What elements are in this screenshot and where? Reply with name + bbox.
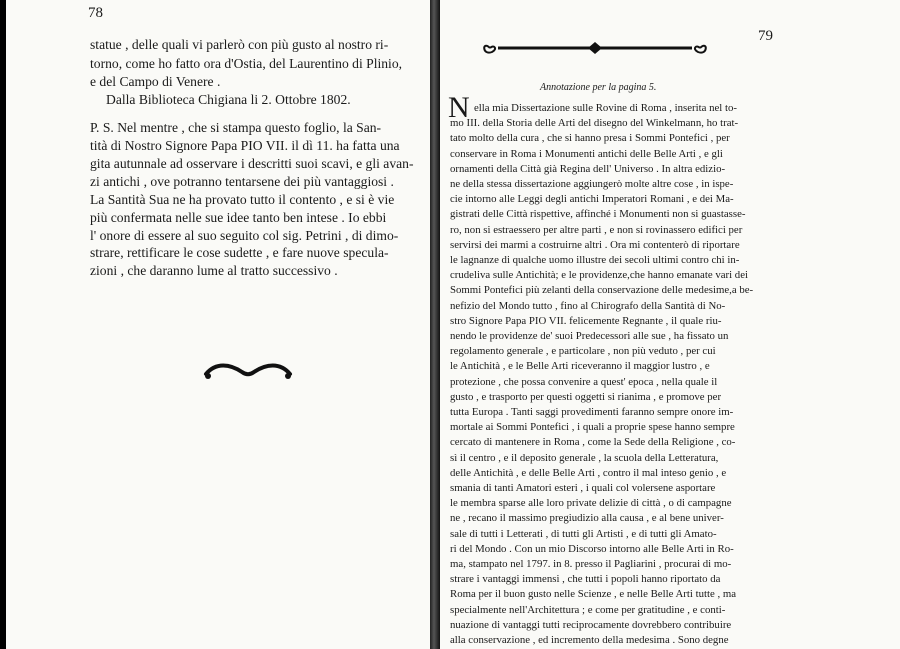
header-ornament-icon: [480, 38, 710, 58]
text-line: gita autunnale ad osservare i descritti suoi scavi, e gli avan-: [90, 156, 414, 171]
text-line: gusto , e trasporto per questi oggetti si rianima , e promove per: [450, 390, 722, 403]
text-line: conservare in Roma i Monumenti antichi delle Belle Arti , e gli: [450, 147, 723, 160]
dropcap-letter: N: [448, 91, 470, 124]
text-line: nendo le providenze de' suoi Predecessori alle sue , ha fissato un: [450, 330, 729, 342]
text-line: Dalla Biblioteca Chigiana li 2. Ottobre 1802.: [106, 92, 351, 107]
text-line: tato molto della cura , che si hanno presa i Sommi Pontefici , per: [450, 132, 730, 145]
text-line: statue , delle quali vi parlerò con più gusto al nostro ri-: [90, 37, 389, 52]
text-line: strare i vantaggi immensi , che tutti i popoli hanno riportato da: [450, 573, 721, 586]
text-line: gistrati delle Città rispettive, affinché i Monumenti non si guastasse-: [450, 208, 746, 221]
text-line: cercato di mantenere in Roma , come la Sede della Religione , co-: [450, 436, 736, 449]
text-line: tutta Europa . Tanti saggi provedimenti faranno sempre onore im-: [450, 406, 734, 418]
text-line: sale di tutti i Letterati , di tutti gli Artisti , e di tutti gli Amato-: [450, 527, 717, 540]
text-line: protezione , che possa convenire a quest' epoca , nella quale il: [450, 375, 718, 388]
text-line: stro Signore Papa PIO VII. felicemente Regnante , il quale riu-: [450, 314, 722, 327]
text-line: le membra sparse alle loro private delizie di città , o di campagne: [450, 497, 732, 510]
text-line: ro, non si estraessero per altre parti , e non si rovinassero edifici per: [450, 223, 743, 236]
text-line: e del Campo di Venere .: [90, 74, 221, 89]
text-line: ne della stessa dissertazione aggiungerò molte altre cose , in ispe-: [450, 178, 734, 190]
text-line: ornamenti della Città già Regina dell' Universo . In altra edizio-: [450, 162, 726, 175]
text-line: ella mia Dissertazione sulle Rovine di Roma , inserita nel to-: [474, 102, 737, 114]
text-line: le Antichità , e le Belle Arti riceveranno il maggior lustro , e: [450, 360, 710, 373]
text-line: strare, rettificare le cose sudette , e fare nuove specula-: [90, 245, 389, 260]
text-line: le lagnanze di qualche uomo illustre dei secoli ultimi contro chi in-: [450, 254, 740, 266]
text-line: Roma per il buon gusto nelle Scienze , e nelle Belle Arti tutte , ma: [450, 588, 737, 601]
text-line: cie intorno alle Leggi degli antichi Imperatori Romani , e dei Ma-: [450, 193, 734, 206]
text-line: crudeliva sulle Antichità; e le providenze,che hanno emanate vari dei: [450, 269, 748, 282]
right-page: [440, 0, 900, 649]
text-line: alla conservazione , ed incremento della medesima . Sono degne: [450, 634, 729, 646]
text-line: l' onore di essere al suo seguito col sig. Petrini , di dimo-: [90, 228, 399, 243]
text-line: più confermata nelle sue idee tanto ben intese . Io ebbi: [90, 210, 387, 225]
text-line: sì il centro , e il deposito generale , la scuola della Letteratura,: [450, 451, 719, 464]
text-line: ne , recano il massimo pregiudizio alla causa , e al bene univer-: [450, 512, 724, 525]
flourish-ornament-icon: [202, 360, 294, 384]
text-line: mo III. della Storia delle Arti del disegno del Winkelmann, ho trat-: [450, 117, 739, 130]
text-line: delle Antichità , e delle Belle Arti , contro il mal inteso genio , e: [450, 466, 727, 479]
text-line: ri del Mondo . Con un mio Discorso intorno alle Belle Arti in Ro-: [450, 542, 734, 555]
left-page: [6, 0, 430, 649]
text-line: La Santità Sua ne ha provato tutto il contento , e si è vie: [90, 192, 395, 207]
text-line: ma, stampato nel 1797. in 8. presso il Pagliarini , procurai di mo-: [450, 558, 732, 570]
page-number-right: 79: [758, 28, 773, 44]
text-line: P. S. Nel mentre , che si stampa questo foglio, la San-: [90, 120, 382, 135]
text-line: nuazione di vantaggi tutti reciprocamente dovrebbero contribuire: [450, 618, 732, 631]
text-line: regolamento generale , e particolare , non più veduto , per cui: [450, 345, 716, 358]
text-line: tità di Nostro Signore Papa PIO VII. il dì 11. ha fatta una: [90, 138, 400, 153]
text-line: specialmente nell'Architettura ; e come per gratitudine , e conti-: [450, 603, 726, 616]
text-line: zi antichi , ove potranno tentarsene dei più vantaggiosi .: [90, 174, 394, 189]
text-line: servirsi dei marmi a costruirne altri . Ora mi contenterò di riportare: [450, 238, 740, 251]
text-line: torno, come ho fatto ora d'Ostia, del Laurentino di Plinio,: [90, 56, 403, 71]
text-line: mortale ai Sommi Pontefici , i quali a proprie spese hanno sempre: [450, 421, 735, 434]
text-line: smania di tanti Amatori esteri , i quali col volersene asportare: [450, 482, 716, 494]
book-gutter: [430, 0, 440, 649]
annotation-heading: Annotazione per la pagina 5.: [540, 82, 657, 93]
text-line: nefizio del Mondo tutto , fino al Chirografo della Santità di No-: [450, 299, 726, 312]
text-line: Sommi Pontefici più zelanti della conservazione delle medesime,a be-: [450, 284, 754, 297]
text-line: zioni , che daranno lume al tratto successivo .: [90, 263, 338, 278]
page-number-left: 78: [88, 5, 103, 21]
